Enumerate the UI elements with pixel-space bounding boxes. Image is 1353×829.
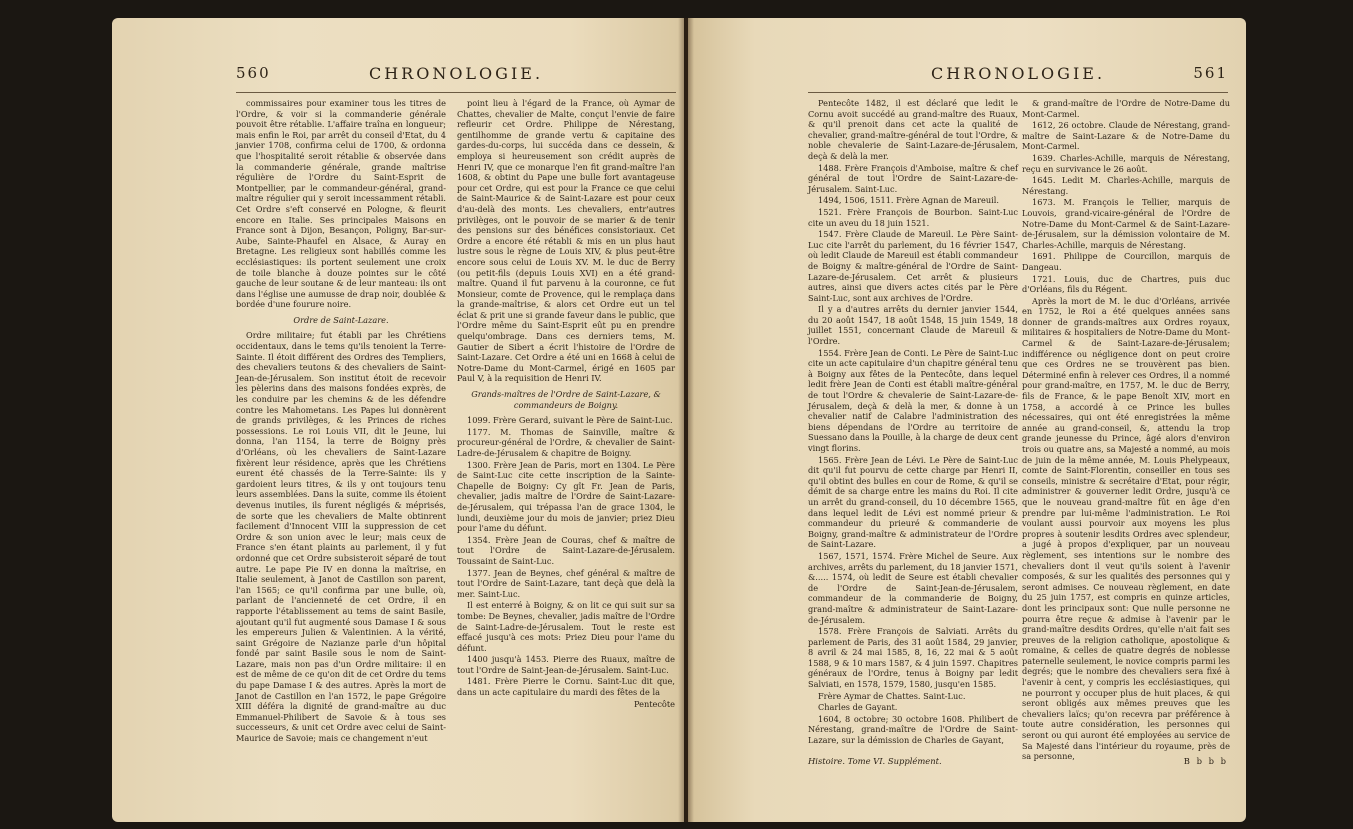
entry: Pentecôte 1482, il est déclaré que ledit le Cornu avoit succédé au grand-maître des Ruaux, & qu'il prenoit dans cet acte la qualité de chevalier, grand-maître-général de tout l'Ordre, & noble chevalerie de Saint-Lazare-de-Jérusalem, deçà & delà la mer. [808, 98, 1018, 161]
header-rule [808, 92, 1228, 93]
paragraph: Ordre militaire; fut établi par les Chrétiens occidentaux, dans le tems qu'ils tenoient la Terre-Sainte. Il étoit différent des Ordres des Templiers, des chevaliers teutons & des chevaliers de Saint-Jean-de-Jérusalem. Son institut étoit de recevoir les pèlerins dans des maisons fondées exprès, de les conduire par les chemins & de les défendre contre les Mahometans. Les Papes lui donnèrent de grands privilèges, & les Princes de riches possessions. Le roi Louis VII, dit le Jeune, lui donna, l'an 1154, la terre de Boigny près d'Orléans, où les chevaliers de Saint-Lazare fixèrent leur résidence, après que les Chrétiens eurent été chassés de la Terre-Sainte: ils y gardoient leurs titres, & ils y ont toujours tenu leurs assemblées. Dans la suite, comme ils étoient devenus inutiles, ils furent négligés & méprisés, de sorte que les chevaliers de Malte obtinrent facilement d'Innocent VIII la suppression de cet Ordre & son union avec le leur; mais ceux de France s'en étant plaints au parlement, il y fut ordonné que cet Ordre subsisteroit séparé de tout autre. Le pape Pie IV en donna la maîtrise, en Italie seulement, à Janot de Castillon son parent, l'an 1565; ce qu'il confirma par une bulle, où, parlant de l'ancienneté de cet Ordre, il en rapporte l'établissement au tems de saint Basile, ajoutant qu'il fut augmenté sous Damase I & sous les empereurs Julien & Valentinien. A la vérité, saint Grégoire de Nazianze parle d'un hôpital fondé par saint Basile sous le nom de Saint-Lazare, mais non pas d'un Ordre militaire: il en est de même de ce qu'on dit de cet Ordre du tems du pape Damase I & des autres. Après la mort de Janot de Castillon en l'an 1572, le pape Grégoire XIII déféra la dignité de grand-maître au duc Emmanuel-Philibert de Savoie & à tous ses successeurs, & unit cet Ordre avec celui de Saint-Maurice de Savoie; mais ce changement n'eut [236, 330, 446, 744]
entry: 1639. Charles-Achille, marquis de Nérestang, reçu en survivance le 26 août. [1022, 152, 1230, 174]
page-number: 560 [236, 64, 271, 82]
right-page-header [808, 64, 1228, 90]
entry: 1377. Jean de Beynes, chef général & maître de tout l'Ordre de Saint-Lazare, tant deçà que delà la mer. Saint-Luc. [457, 567, 675, 599]
entry: 1691. Philippe de Courcillon, marquis de Dangeau. [1022, 251, 1230, 272]
entry: 1673. M. François le Tellier, marquis de Louvois, grand-vicaire-général de l'Ordre de Notre-Dame du Mont-Carmel & de Saint-Lazare-de-Jérusalem, sur la démission volontaire de M. Charles-Achille, marquis de Nérestang. [1022, 197, 1230, 250]
entry: 1177. M. Thomas de Sainville, maître & procureur-général de l'Ordre, & chevalier de Saint-Ladre-de-Jérusalem & chapitre de Boigny. [457, 426, 675, 458]
book-spread [112, 18, 1246, 822]
left-page [112, 18, 684, 822]
entry: 1488. Frère François d'Amboise, maître & chef général de tout l'Ordre de Saint-Lazare-de-Jérusalem. Saint-Luc. [808, 162, 1018, 194]
right-page [688, 18, 1246, 822]
header-rule [236, 92, 676, 93]
entry: Il est enterré à Boigny, & on lit ce qui suit sur sa tombe: De Beynes, chevalier, jadis maître de l'Ordre de Saint-Ladre-de-Jérusalem. Tout le reste est effacé jusqu'à ces mots: Priez Dieu pour l'ame du défunt. [457, 600, 675, 653]
running-head: CHRONOLOGIE. [930, 64, 1106, 83]
book-gutter [678, 18, 694, 822]
entry: 1547. Frère Claude de Mareuil. Le Père Saint-Luc cite l'arrêt du parlement, du 16 février 1547, où ledit Claude de Mareuil est établi commandeur de Boigny & maître-général de l'Ordre de Saint-Lazare-de-Jérusalem. Cet arrêt & plusieurs autres, ainsi que divers actes cités par le Père Saint-Luc, sont aux archives de l'Ordre. [808, 229, 1018, 303]
entry: 1494, 1506, 1511. Frère Agnan de Mareuil. [818, 195, 999, 206]
entry: 1521. Frère François de Bourbon. Saint-Luc cite un aveu du 18 juin 1521. [808, 206, 1018, 228]
entry: 1612, 26 octobre. Claude de Nérestang, grand-maître de Saint-Lazare & de Notre-Dame du Mont-Carmel. [1022, 120, 1230, 152]
entry: Frère Aymar de Chattes. Saint-Luc. [818, 690, 966, 701]
text-column-2 [1022, 98, 1230, 763]
text-column-1 [808, 98, 1018, 747]
left-page-header [236, 64, 676, 90]
entry: Charles de Gayant. [818, 702, 898, 713]
paragraph: Après la mort de M. le duc d'Orléans, arrivée en 1752, le Roi a été quelques années sans donner de grands-maîtres aux Ordres royaux, militaires & hospitaliers de Notre-Dame du Mont-Carmel & de Saint-Lazare-de-Jérusalem; indifférence ou négligence dont on peut croire que ces Ordres ne se trouvèrent pas bien. Déterminé enfin à relever ces Ordres, il a nommé pour grand-maître, en 1757, M. le duc de Berry, fils de France, & le pape Benoît XIV, mort en 1758, a accordé à ce Prince les bulles nécessaires, qui ont été enregistrées la même année au grand-conseil, &, attendu la trop grande jeunesse du Prince, âgé alors d'environ trois ou quatre ans, sa Majesté a nommé, au mois de juin de la même année, M. Louis Phelypeaux, comte de Saint-Florentin, conseiller en tous ses conseils, ministre & secrétaire d'Etat, pour régir, administrer & gouverner ledit Ordre, jusqu'à ce que le nouveau grand-maître fût en âge d'en prendre par lui-même l'administration. Le Roi voulant aussi pourvoir aux moyens les plus propres à soutenir lesdits Ordres avec splendeur, a jugé à propos d'expliquer, par un nouveau règlement, ses intentions sur le nombre des chevaliers dont il veut qu'ils soient à l'avenir composés, & sur les qualités des personnes qui y seront admises. Ce nouveau règlement, en date du 25 juin 1757, est compris en quinze articles, dont les principaux sont: Que nulle personne ne pourra être reçue & admise à l'avenir par le grand-maître desdits Ordres, qu'elle n'ait fait ses preuves de la religion catholique, apostolique & romaine, & celles de quatre degrés de noblesse paternelle seulement, le novice compris parmi les degrés; que le nombre des chevaliers sera fixé à l'avenir à cent, y compris les ecclésiastiques, qui ne pourront y occuper plus de huit places, & qui seront obligés aux mêmes preuves que les chevaliers laïcs; qu'on recevra par préférence à toute autre considération, les personnes qui seront ou qui auront été employées au service de Sa Majesté dans l'intérieur du royaume, près de sa personne, [1022, 295, 1230, 762]
entry: 1481. Frère Pierre le Cornu. Saint-Luc dit que, dans un acte capitulaire du mardi des fêtes de la [457, 676, 675, 698]
entry: 1565. Frère Jean de Lévi. Le Père de Saint-Luc dit qu'il fut pourvu de cette charge par Henri II, qu'il obtint des bulles en cour de Rome, & qu'il se démit de sa charge entre les mains du Roi. Il cite un arrêt du grand-conseil, du 10 décembre 1565, dans lequel ledit de Lévi est nommé prieur & commandeur du prieuré & commanderie de Boigny, grand-maître & administrateur de l'Ordre de Saint-Lazare. [808, 454, 1018, 550]
entry: 1578. Frère François de Salviati. Arrêts du parlement de Paris, des 31 août 1584, 29 janvier, 8 avril & 24 mai 1585, 8, 16, 22 mai & 5 août 1588, 9 & 10 mars 1587, & 4 juin 1597. Chapitres généraux de l'Ordre, tenus à Boigny par ledit Salviati, en 1578, 1579, 1580, jusqu'en 1585. [808, 626, 1018, 690]
catchword: Pentecôte [633, 698, 675, 709]
paragraph: point lieu à l'égard de la France, où Aymar de Chattes, chevalier de Malte, conçut l'envie de faire refleurir cet Ordre. Philippe de Nérestang, gentilhomme de grande vertu & capitaine des gardes-du-corps, lui succéda dans ce dessein, & employa si heureusement son crédit auprès de Henri IV, que ce monarque l'en fit grand-maître l'an 1608, & obtint du Pape une bulle fort avantageuse pour cet Ordre, qui est pour la France ce que celui de Saint-Maurice & de Saint-Lazare est pour ceux d'au-delà des monts. Les chevaliers, entr'autres privilèges, ont le pouvoir de se marier & de tenir des pensions sur des bénéfices consistoriaux. Cet Ordre a encore été rétabli & mis en un plus haut lustre sous le règne de Louis XIV, & plus peut-être encore sous celui de Louis XV. M. le duc de Berry (ou petit-fils (depuis Louis XVI) en a été grand-maître. Quand il fut parvenu à la couronne, ce fut Monsieur, comte de Provence, qui le remplaça dans la grande-maîtrise, & alors cet Ordre eut un tel éclat & prit une si grande faveur dans le public, que l'Ordre même du Saint-Esprit eût pu en prendre quelqu'ombrage. Dans ces derniers tems, M. Gautier de Sibert a écrit l'histoire de l'Ordre de Saint-Lazare. Cet Ordre a été uni en 1668 à celui de Notre-Dame du Mont-Carmel, érigé en 1605 par Paul V, à la requisition de Henri IV. [457, 98, 675, 384]
entry: 1604, 8 octobre; 30 octobre 1608. Philibert de Nérestang, grand-maître de l'Ordre de Saint-Lazare, sur la démission de Charles de Gayant, [808, 713, 1018, 746]
volume-line: Histoire. Tome VI. Supplément. [808, 756, 942, 766]
entry: 1300. Frère Jean de Paris, mort en 1304. Le Père de Saint-Luc cite cette inscription de la Sainte-Chapelle de Boigny: Cy gît Fr. Jean de Paris, chevalier, jadis maître de l'Ordre de Saint-Lazare-de-Jérusalem, qui trépassa l'an de grace 1304, le lundi, deuxième jour du mois de janvier; priez Dieu pour l'ame du défunt. [457, 459, 675, 534]
page-footer [808, 756, 1228, 766]
section-heading: Grands-maîtres de l'Ordre de Saint-Lazare, & commandeurs de Boigny. [471, 389, 661, 410]
running-head: CHRONOLOGIE. [368, 64, 544, 83]
page-number: 561 [1193, 64, 1228, 82]
entry: 1400 jusqu'à 1453. Pierre des Ruaux, maître de tout l'Ordre de Saint-Jean-de-Jérusalem. Saint-Luc. [457, 654, 675, 675]
text-column-1 [236, 98, 446, 745]
entry: 1354. Frère Jean de Couras, chef & maître de tout l'Ordre de Saint-Lazare-de-Jérusalem. Toussaint de Saint-Luc. [457, 534, 675, 566]
paragraph: commissaires pour examiner tous les titres de l'Ordre, & voir si la commanderie générale pouvoit être rétablie. L'affaire traîna en longueur; mais enfin le Roi, par arrêt du conseil d'Etat, du 4 janvier 1708, confirma celui de 1700, & ordonna que l'hospitalité seroit rétablie & observée dans la commanderie générale, grande maîtrise régulière de l'Ordre du Saint-Esprit de Montpellier, par le commandeur-général, grand-maître régulier qui y seroit incessamment rétabli. Cet Ordre s'eft conservé en Pologne, & fleurit encore en Italie. Ses principales Maisons en France sont à Dijon, Besançon, Poligny, Bar-sur-Aube, Sainte-Phaufel en Alsace, & Auray en Bretagne. Les religieux sont habillés comme les ecclésiastiques: ils portent seulement une croix de toile blanche à douze pointes sur le côté gauche de leur soutane & de leur manteau: ils ont dans l'église une aumusse de drap noir, doublée & bordée d'une fourure noire. [236, 98, 446, 310]
entry: 1645. Ledit M. Charles-Achille, marquis de Nérestang. [1022, 175, 1230, 196]
text-column-2 [457, 98, 675, 710]
entry: & grand-maître de l'Ordre de Notre-Dame du Mont-Carmel. [1022, 98, 1230, 119]
section-heading: Ordre de Saint-Lazare. [293, 314, 389, 325]
entry: 1567, 1571, 1574. Frère Michel de Seure. Aux archives, arrêts du parlement, du 18 janvier 1571, &..... 1574, où ledit de Seure est établi chevalier de l'Ordre de Saint-Jean-de-Jérusalem, commandeur de la commanderie de Boigny, grand-maître & administrateur de Saint-Lazare-de-Jérusalem. [808, 550, 1018, 625]
entry: 1099. Frère Gerard, suivant le Père de Saint-Luc. [467, 415, 673, 426]
signature-mark: B b b b [1183, 756, 1228, 766]
entry: 1721. Louis, duc de Chartres, puis duc d'Orléans, fils du Régent. [1022, 273, 1230, 295]
entry: 1554. Frère Jean de Conti. Le Père de Saint-Luc cite un acte capitulaire d'un chapitre général tenu à Boigny aux fêtes de la Pentecôte, dans lequel ledit frère Jean de Conti est établi maître-général de tout l'Ordre & chevalerie de Saint-Lazare-de-Jérusalem, deçà & delà la mer, & donne à un chevalier natif de Calabre l'administration des biens dépendans de l'Ordre au territoire de Suessano dans la Pouille, à la charge de deux cent vingt florins. [808, 347, 1018, 453]
entry: Il y a d'autres arrêts du dernier janvier 1544, du 20 août 1547, 18 août 1548, 15 juin 1549, 18 juillet 1551, concernant Claude de Mareuil & l'Ordre. [808, 304, 1018, 347]
